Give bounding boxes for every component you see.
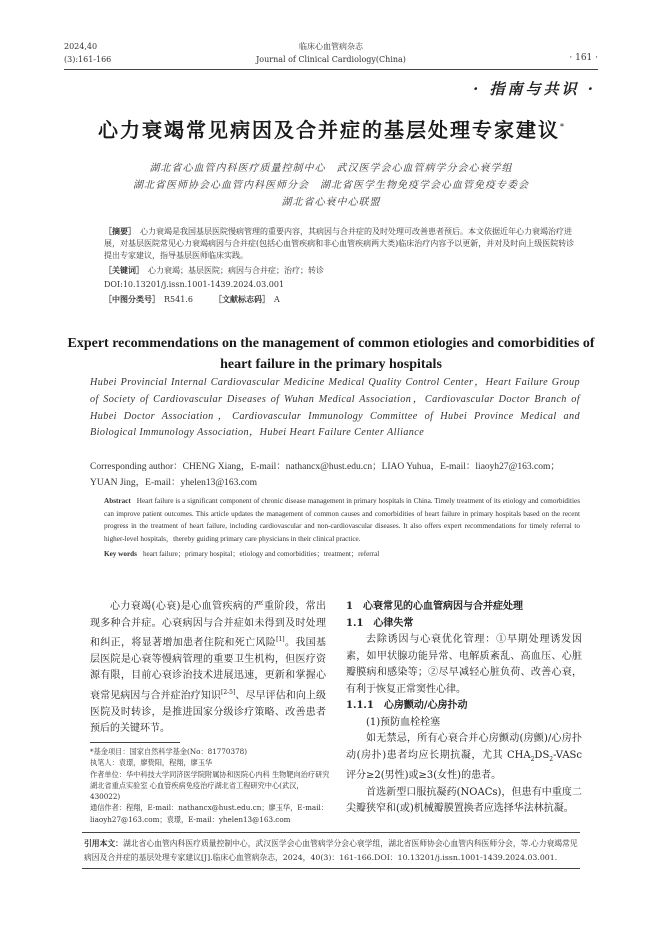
footnote-divider (90, 742, 180, 743)
section-heading: 1 心衰常见的心血管病因与合并症处理 (346, 601, 523, 612)
authors-cn (40, 160, 622, 211)
author-line: 湖北省医师协会心血管内科医师分会 湖北省医学生物免疫学会心血管免疫专委会 (133, 180, 529, 191)
abstract-en (104, 495, 580, 561)
article-title-cn (40, 114, 622, 143)
abstract-en-label: Abstract (104, 497, 131, 505)
doc-code-label: ［文献标志码］ (214, 294, 271, 304)
intro-text: 。我国基层医院是心衰等慢病管理的重要卫生机构，但医疗资源有限，目前心衰诊治技术进展迅速，更新和掌握心衰常见病因与合并症治疗知识 (90, 637, 327, 702)
unit-note: 作者单位：华中科技大学同济医学院附属协和医院心内科 生物靶向治疗研究湖北省重点实验室 心血管疾病免疫治疗湖北省工程研究中心(武汉，430022) (90, 769, 330, 802)
issue-pages: (3):161-166 (64, 55, 112, 64)
corresponding-author-en: Corresponding author：CHENG Xiang，E-mail：nathancx@hust.edu.cn；LIAO Yuhua，E-mail：liaoyh27@163.com；YUAN Jing，E-mail：yhelen13@163.com (90, 462, 560, 488)
title-cn-text: 心力衰竭常见病因及合并症的基层处理专家建议 (98, 118, 560, 142)
header-divider (64, 69, 598, 70)
abstract-cn (104, 225, 580, 306)
citation-label: 引用本文： (84, 839, 123, 848)
subscript: 2 (549, 755, 554, 763)
contact-note: 通信作者：程翔，E-mail：nathancx@hust.edu.cn；廖玉华，E-mail：liaoyh27@163.com；袁璟，E-mail：yhelen13@163.com (90, 803, 328, 824)
subsection-heading: 1.1.1 心房颤动/心房扑动 (346, 700, 468, 711)
paragraph: 去除诱因与心衰优化管理：①早期处理诱发因素，如甲状腺功能异常、电解质紊乱、高血压、心脏瓣膜病和感染等；②尽早减轻心脏负荷、改善心衰，有利于恢复正常窦性心律。 (346, 634, 582, 695)
citation-box (82, 832, 580, 869)
year-volume: 2024,40 (64, 42, 98, 51)
citation-text: 湖北省心血管内科医疗质量控制中心，武汉医学会心血管病学分会心衰学组，湖北省医师协会心血管内科医师分会，等.心力衰竭常见病因及合并症的基层处理专家建议[J].临床心血管病杂志，2024，40(3)：161-166.DOI：10.13201/j.issn.1001-1439.2024.03.001. (84, 839, 578, 862)
fund-note: *基金项目：国家自然科学基金(No：81770378) (90, 747, 248, 756)
ref-mark: [1] (276, 636, 285, 643)
intro-text: 、尽早评估和向上级医院及时转诊，是推进国家分级诊疗策略、改善患者预后的关键环节。 (90, 690, 327, 735)
writers-note: 执笔人：袁璟，廖贽阳，程翔，廖玉华 (90, 758, 213, 768)
title-fund-mark: * (560, 122, 564, 132)
author-line: 湖北省心血管内科医疗质量控制中心 武汉医学会心血管病学分会心衰学组 (149, 163, 513, 174)
paragraph-text: 如无禁忌，所有心衰合并心房颤动(房颤)/心房扑动(房扑)患者均应长期抗凝，尤其 CHA (346, 733, 582, 761)
intro-paragraph (90, 599, 326, 738)
subsection-heading: 1.1 心律失常 (346, 617, 414, 629)
author-line: 湖北省心衰中心联盟 (281, 197, 381, 208)
keywords-en: heart failure；primary hospital；etiology and comorbidities；treatment；referral (142, 550, 380, 559)
paragraph (346, 731, 582, 785)
doc-code: A (274, 295, 280, 304)
article-title-en: Expert recommendations on the management of common etiologies and comorbidities of heart failure in the primary hospitals (67, 336, 595, 372)
journal-name-en: Journal of Clinical Cardiology(China) (256, 55, 406, 64)
item-heading: (1)预防血栓栓塞 (366, 716, 441, 728)
header-center (200, 40, 462, 66)
paragraph-text: DS (534, 749, 550, 761)
paragraph-text: -VASc 评分≥2(男性)或≥3(女性)的患者。 (346, 749, 582, 781)
keywords-cn: 心力衰竭；基层医院；病因与合并症；治疗；转诊 (148, 266, 324, 275)
body-left-column (90, 599, 326, 738)
class-number: R541.6 (164, 295, 193, 304)
subscript: 2 (530, 755, 535, 763)
journal-name-cn: 临床心血管病杂志 (299, 42, 363, 51)
ref-mark: [2-5] (220, 688, 236, 696)
body-right-column (346, 599, 582, 818)
column-label: · 指南与共识 · (473, 80, 596, 98)
intro-text: 心力衰竭(心衰)是心血管疾病的严重阶段，常出现多种合并症。心衰病因与合并症如未得到及时处理和纠正，将显著增加患者住院和死亡风险 (90, 601, 326, 649)
page-number: · 161 · (569, 53, 598, 63)
authors-en: Hubei Provincial Internal Cardiovascular Medicine Medical Quality Control Center，Heart Failure Group of Society of Cardiovascular Diseases of Wuhan Medical Association，Cardiovascular Doctor Branch of Hubei Doctor Association，Cardiovascular Immunology Committee of Hubei Province Medical and Biological Immunology Association，Hubei Heart Failure Center Alliance (90, 377, 580, 439)
abstract-en-text: Heart failure is a significant component of chronic disease management in primary hospitals in China. Timely treatment of its etiology and comorbidities can improve patient outcomes. This article updates the management of common causes and comorbidities of heart failure in primary hospitals based on the recent progress in the treatment of heart failure, including cardiovascular and non-cardiovascular diseases. It also offers expert recommendations for timely referral to higher-level hospitals，thereby guiding primary care physicians in their clinical practice. (104, 497, 580, 543)
abstract-cn-label: ［摘要］ (104, 226, 136, 236)
class-number-label: ［中图分类号］ (104, 294, 160, 304)
keywords-cn-label: ［关键词］ (104, 265, 144, 275)
keywords-en-label: Key words (104, 550, 137, 559)
footnote (90, 746, 330, 825)
paragraph: 首选新型口服抗凝药(NOACs)，但患有中重度二尖瓣狭窄和(或)机械瓣膜置换者应选择华法林抗凝。 (346, 786, 582, 814)
header-left (64, 40, 111, 66)
doi: DOI:10.13201/j.issn.1001-1439.2024.03.001 (104, 280, 285, 289)
abstract-cn-text: 心力衰竭是我国基层医院慢病管理的重要内容，其病因与合并症的及时处理可改善患者预后。本文依据近年心力衰竭治疗进展，对基层医院常见心力衰竭病因与合并症(包括心血管疾病和非心血管疾病两大类)临床治疗内容予以更新，并对及时向上级医院转诊提出专家建议，指导基层医师临床实践。 (104, 227, 575, 260)
